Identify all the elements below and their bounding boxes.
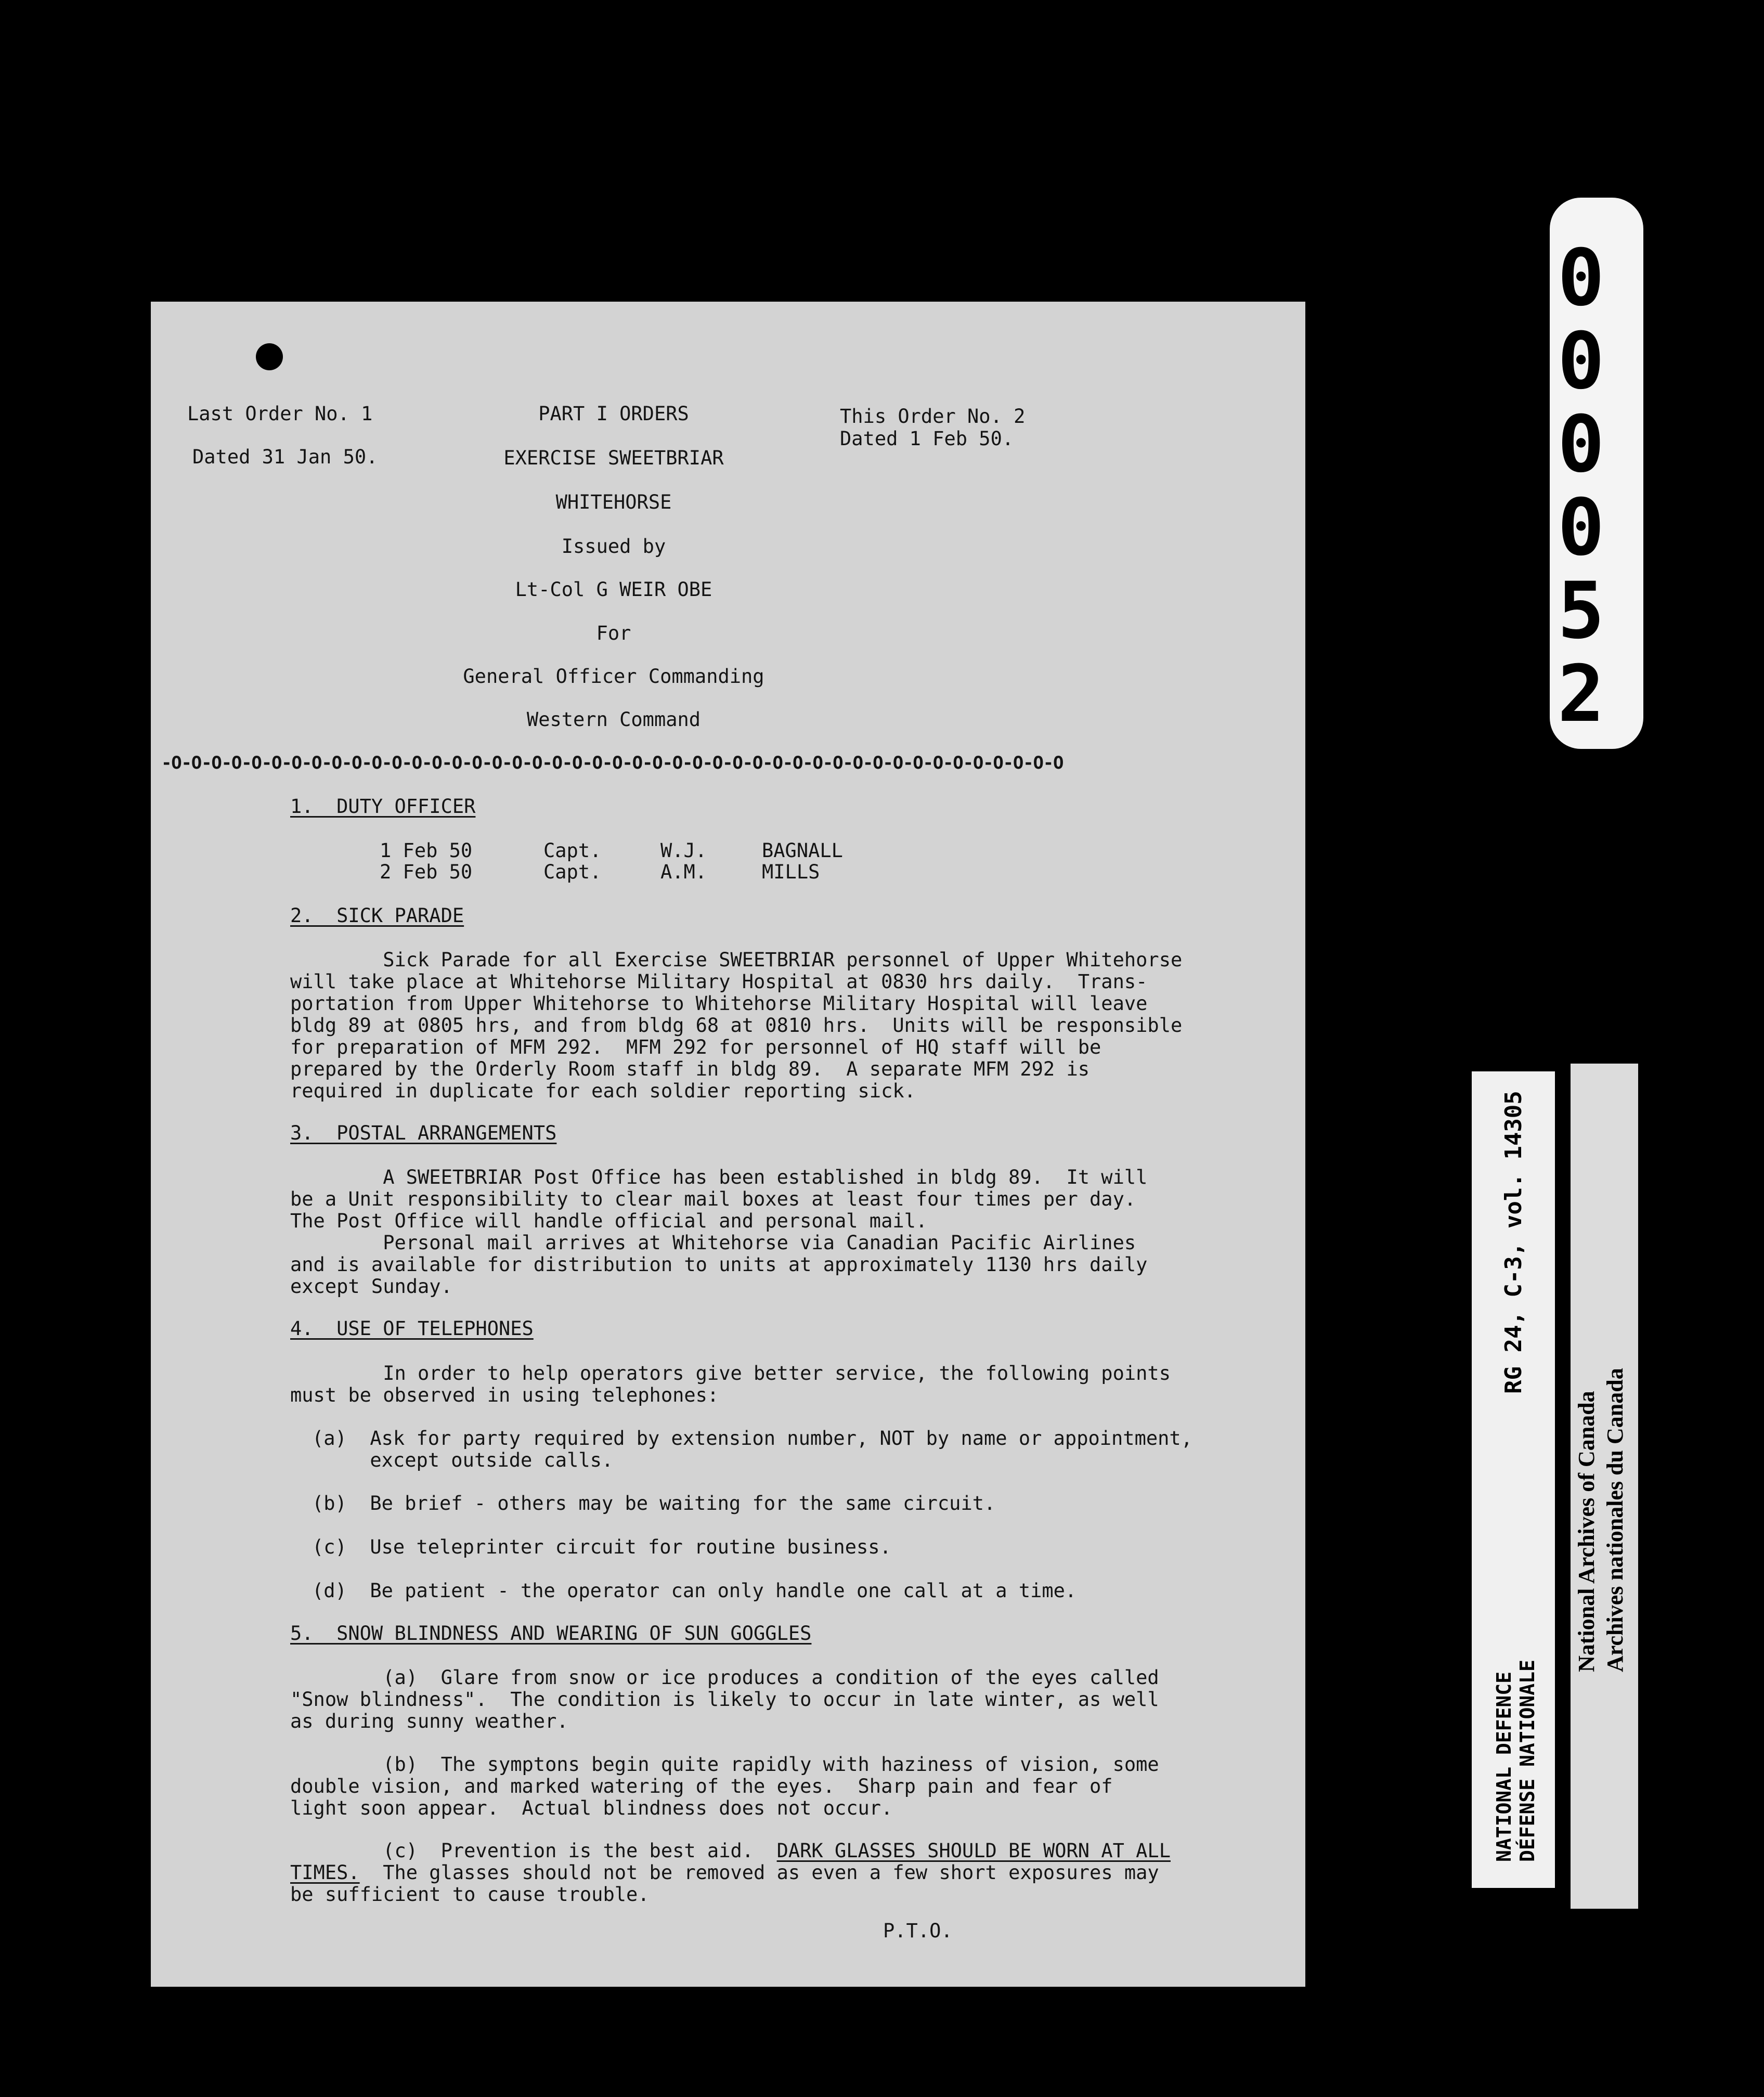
section-2-heading: 2. SICK PARADE — [290, 904, 464, 927]
command-line: Western Command — [526, 708, 701, 731]
paragraph-line: be a Unit responsibility to clear mail boxes at least four times per day. — [290, 1188, 1136, 1210]
roster-surname: BAGNALL — [762, 839, 843, 862]
list-item-d: (d) Be patient - the operator can only handle one call at a time. — [312, 1580, 1077, 1602]
section-1-heading: 1. DUTY OFFICER — [290, 795, 476, 818]
frame-digit: 0 — [1558, 399, 1605, 490]
roster-initials: W.J. — [660, 839, 707, 862]
archives-name-french: Archives nationales du Canada — [1602, 1368, 1628, 1672]
paragraph-line: prepared by the Orderly Room staff in bldg 89. A separate MFM 292 is — [290, 1058, 1090, 1080]
please-turn-over: P.T.O. — [883, 1920, 953, 1942]
paragraph-line: In order to help operators give better service, the following points — [290, 1362, 1171, 1384]
department-french: DÉFENSE NATIONALE — [1516, 1660, 1539, 1862]
separator-line: -O-O-O-O-O-O-O-O-O-O-O-O-O-O-O-O-O-O-O-O-O-O-O-O-O-O-O-O-O-O-O-O-O-O-O-O-O-O-O-O-O-O-O-O-O — [161, 753, 1063, 773]
paragraph-line: (a) Glare from snow or ice produces a condition of the eyes called — [290, 1666, 1159, 1689]
frame-number-label — [1550, 198, 1643, 749]
archives-name-english: National Archives of Canada — [1574, 1391, 1599, 1672]
roster-rank: Capt. — [543, 861, 602, 883]
for-label: For — [596, 622, 631, 644]
paragraph-line: Personal mail arrives at Whitehorse via Canadian Pacific Airlines — [290, 1232, 1136, 1254]
section-4-heading: 4. USE OF TELEPHONES — [290, 1317, 534, 1340]
list-item-b: (b) Be brief - others may be waiting for the same circuit. — [312, 1492, 996, 1514]
dark-glasses-emphasis: DARK GLASSES SHOULD BE WORN AT ALL — [776, 1840, 1171, 1862]
issued-by: Issued by — [561, 535, 666, 558]
paragraph-line: as during sunny weather. — [290, 1710, 568, 1732]
paragraph-line: Sick Parade for all Exercise SWEETBRIAR personnel of Upper Whitehorse — [290, 949, 1183, 971]
roster-rank: Capt. — [543, 839, 602, 862]
paragraph-line: bldg 89 at 0805 hrs, and from bldg 68 at 0810 hrs. Units will be responsible — [290, 1014, 1183, 1037]
times-emphasis: TIMES. — [290, 1861, 360, 1884]
paragraph-line: and is available for distribution to units at approximately 1130 hrs daily — [290, 1253, 1148, 1276]
paragraph-line: will take place at Whitehorse Military Hospital at 0830 hrs daily. Trans- — [290, 970, 1148, 993]
roster-date: 1 Feb 50 — [380, 839, 473, 862]
this-order-number: This Order No. 2 — [840, 405, 1026, 428]
paragraph-line: must be observed in using telephones: — [290, 1384, 719, 1406]
paragraph-line: "Snow blindness". The condition is likely to occur in late winter, as well — [290, 1688, 1159, 1711]
paragraph-line — [290, 1862, 1159, 1884]
roster-initials: A.M. — [660, 861, 707, 883]
roster-date: 2 Feb 50 — [380, 861, 473, 883]
frame-digit: 5 — [1558, 566, 1605, 656]
frame-number — [1550, 198, 1643, 749]
paragraph-line: for preparation of MFM 292. MFM 292 for personnel of HQ staff will be — [290, 1036, 1101, 1058]
location: WHITEHORSE — [555, 491, 672, 513]
last-order-date: Dated 31 Jan 50. — [192, 446, 378, 468]
paragraph-line — [290, 1840, 1171, 1862]
paragraph-line: except Sunday. — [290, 1275, 452, 1298]
glasses-text: The glasses should not be removed as even a few short exposures may — [359, 1861, 1159, 1884]
paragraph-line: A SWEETBRIAR Post Office has been established in bldg 89. It will — [290, 1166, 1148, 1188]
reference-strip — [1472, 1071, 1555, 1888]
punch-hole — [256, 343, 283, 370]
paragraph-line: portation from Upper Whitehorse to Whitehorse Military Hospital will leave — [290, 992, 1148, 1015]
archive-reference: RG 24, C-3, vol. 14305 — [1500, 1091, 1527, 1394]
paragraph-line: The Post Office will handle official and personal mail. — [290, 1210, 928, 1232]
archives-stamp — [1571, 1064, 1638, 1909]
goc-line: General Officer Commanding — [463, 665, 764, 688]
document-page — [151, 302, 1305, 1987]
frame-digit: 0 — [1558, 483, 1605, 573]
paragraph-line: light soon appear. Actual blindness does not occur. — [290, 1797, 893, 1819]
list-item-c: (c) Use teleprinter circuit for routine business. — [312, 1536, 891, 1558]
part-title: PART I ORDERS — [538, 403, 689, 425]
frame-digit: 2 — [1558, 649, 1605, 740]
list-item-a: (a) Ask for party required by extension number, NOT by name or appointment, — [312, 1427, 1192, 1449]
paragraph-line: be sufficient to cause trouble. — [290, 1883, 650, 1906]
paragraph-line: (b) The symptons begin quite rapidly with haziness of vision, some — [290, 1753, 1159, 1776]
paragraph-line: required in duplicate for each soldier reporting sick. — [290, 1080, 916, 1102]
section-3-heading: 3. POSTAL ARRANGEMENTS — [290, 1122, 557, 1144]
exercise-name: EXERCISE SWEETBRIAR — [503, 447, 724, 469]
issuing-officer: Lt-Col G WEIR OBE — [515, 578, 712, 601]
paragraph-line: double vision, and marked watering of the eyes. Sharp pain and fear of — [290, 1775, 1113, 1797]
section-5-heading: 5. SNOW BLINDNESS AND WEARING OF SUN GOGGLES — [290, 1622, 812, 1645]
this-order-date: Dated 1 Feb 50. — [840, 428, 1014, 450]
last-order-number: Last Order No. 1 — [187, 403, 373, 425]
frame-digit: 0 — [1558, 233, 1605, 323]
roster-surname: MILLS — [762, 861, 820, 883]
prevention-text: (c) Prevention is the best aid. — [290, 1840, 777, 1862]
frame-digit: 0 — [1558, 316, 1605, 407]
list-item-a-cont: except outside calls. — [312, 1449, 614, 1471]
department-english: NATIONAL DEFENCE — [1493, 1671, 1515, 1862]
